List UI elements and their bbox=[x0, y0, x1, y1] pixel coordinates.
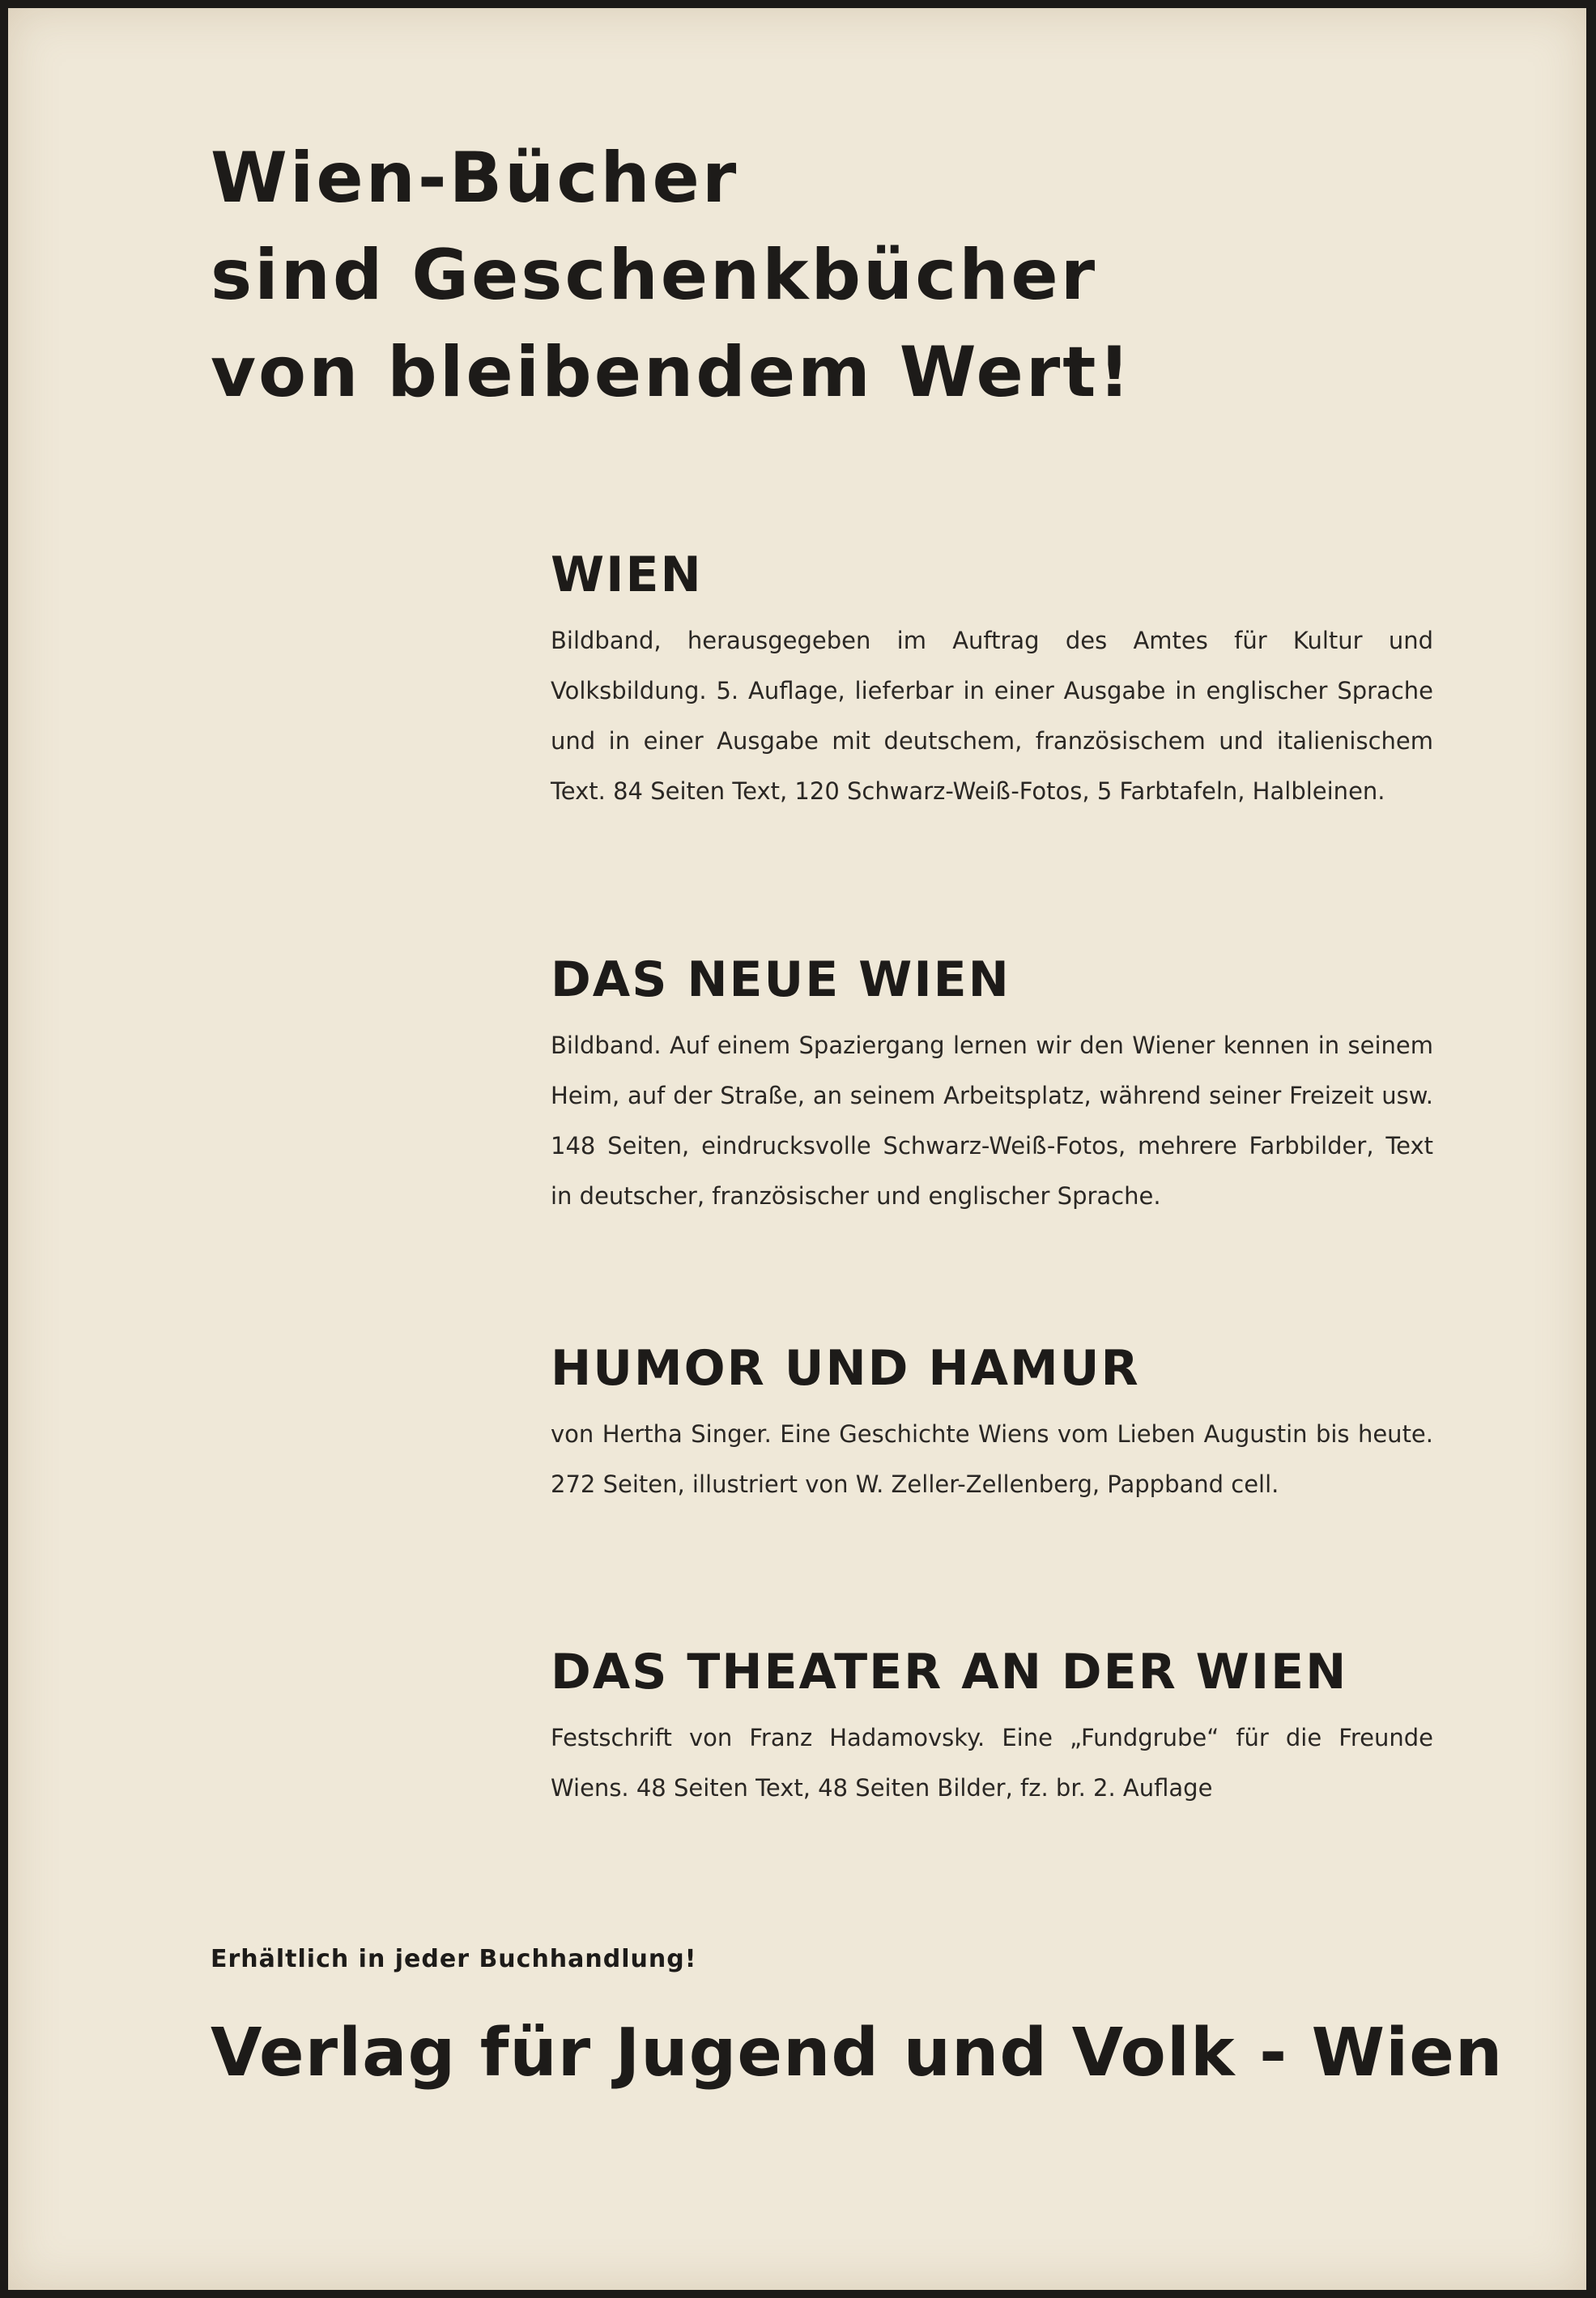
book-title: DAS THEATER AN DER WIEN bbox=[551, 1644, 1348, 1700]
book-title: DAS NEUE WIEN bbox=[551, 951, 1011, 1008]
advertisement-page bbox=[8, 8, 1586, 2290]
availability-note: Erhältlich in jeder Buchhandlung! bbox=[211, 1945, 697, 1973]
headline-line-2: sind Geschenkbücher bbox=[211, 235, 1098, 316]
book-entry-wien bbox=[551, 543, 1433, 816]
book-entry-das-theater-an-der-wien bbox=[551, 1640, 1433, 1813]
book-description: Bildband, herausgegeben im Auftrag des Amtes für Kultur und Volksbildung. 5. Auflage, lieferbar in einer Ausgabe in englischer Sprache und in einer Ausgabe mit deutschem, französischem und italienischem Text. 84 Seiten Text, 120 Schwarz-Weiß-Fotos, 5 Farbtafeln, Halbleinen. bbox=[551, 627, 1433, 805]
book-entry-das-neue-wien bbox=[551, 947, 1433, 1221]
publisher-name: Verlag für Jugend und Volk - Wien bbox=[211, 2015, 1504, 2092]
book-title: HUMOR UND HAMUR bbox=[551, 1340, 1140, 1397]
book-description: Festschrift von Franz Hadamovsky. Eine „Fundgrube“ für die Freunde Wiens. 48 Seiten Text, 48 Seiten Bilder, fz. br. 2. Auflage bbox=[551, 1724, 1433, 1802]
headline-line-3: von bleibendem Wert! bbox=[211, 332, 1133, 413]
book-entry-humor-und-hamur bbox=[551, 1336, 1433, 1509]
headline bbox=[211, 130, 1133, 421]
headline-line-1: Wien-Bücher bbox=[211, 138, 739, 219]
book-description: von Hertha Singer. Eine Geschichte Wiens vom Lieben Augustin bis heute. 272 Seiten, illustriert von W. Zeller-Zellenberg, Pappband cell. bbox=[551, 1420, 1433, 1498]
book-title: WIEN bbox=[551, 547, 703, 603]
book-description: Bildband. Auf einem Spaziergang lernen wir den Wiener kennen in seinem Heim, auf der Straße, an seinem Arbeitsplatz, während seiner Freizeit usw. 148 Seiten, eindrucksvolle Schwarz-Weiß-Fotos, mehrere Farbbilder, Text in deutscher, französischer und englischer Sprache. bbox=[551, 1032, 1433, 1210]
